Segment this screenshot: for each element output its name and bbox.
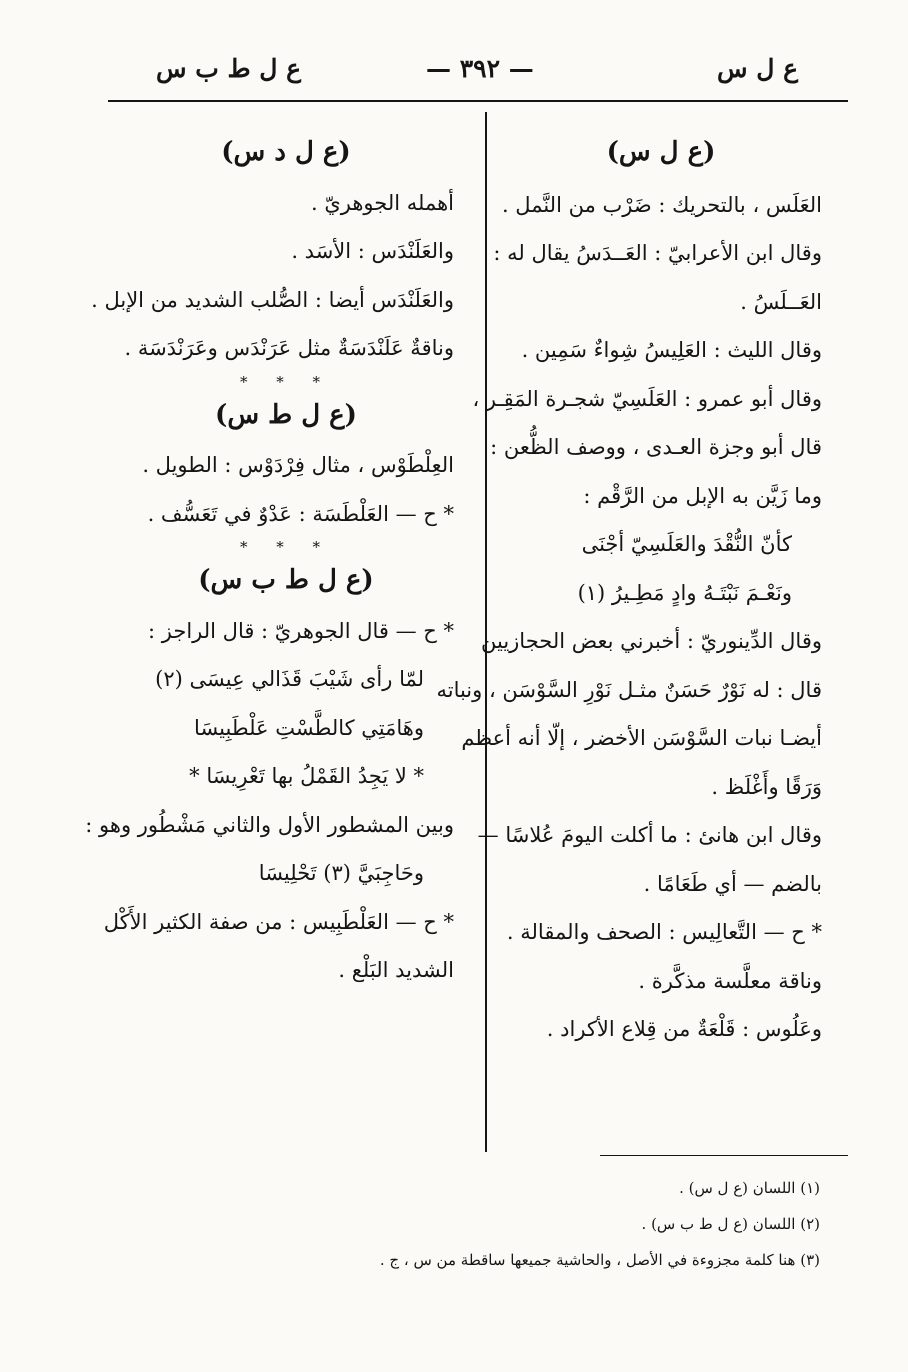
footnote: (٢) اللسان (ع ل ط ب س) . — [641, 1215, 820, 1233]
right-col-line: وقال الدِّينوريّ : أخبرني بعض الحجازيين — [481, 629, 822, 653]
right-col-line: وقال ابن هانئ : ما أكلت اليومَ عُلاسًا — — [477, 823, 822, 847]
left-column — [85, 128, 454, 995]
right-col-line: * ح — التَّعالِيس : الصحف والمقالة . — [506, 920, 822, 944]
left-col-verse: * لا يَجِدُ القَمْلُ بها تَعْرِيسَا * — [189, 764, 424, 788]
left-col-line: وناقةٌ عَلَنْدَسَةٌ مثل عَرَنْدَس وعَرَنْدَسَة . — [124, 336, 454, 360]
left-col-verse: وحَاجِبَيَّ (٣) تَحْلِيسَا — [258, 861, 424, 885]
left-col-verse: وهَامَتِي كالطَّسْتِ عَلْطَبِيسَا — [194, 715, 424, 740]
right-col-line: وَرَقًا وأَغْلَظ . — [711, 774, 822, 799]
left-col-heading: (ع ل ط س) — [215, 399, 357, 430]
right-col-line: وقال الليث : العَلِيسُ شِواءٌ سَمِين . — [521, 338, 822, 362]
right-col-line: العَلَس ، بالتحريك : ضَرْب من النَّمل . — [501, 192, 822, 217]
footnote: (١) اللسان (ع ل س) . — [679, 1179, 820, 1197]
footnotes — [380, 1170, 820, 1278]
footnote: (٣) هنا كلمة مجزوءة في الأصل ، والحاشية جميعها ساقطة من س ، ج . — [379, 1251, 820, 1269]
left-col-heading: (ع ل د س) — [221, 137, 351, 167]
header-rule — [108, 100, 848, 102]
page-number: — ٣٩٢ — — [426, 54, 534, 83]
right-col-line: أيضـا نبات السَّوْسَن الأخضر ، إلّا أنه أعظم — [461, 726, 822, 750]
running-header — [108, 54, 848, 94]
left-col-line: وبين المشطور الأول والثاني مَشْطُور وهو : — [85, 812, 454, 837]
left-col-line: العِلْطَوْس ، مثال فِرْدَوْس : الطويل . — [142, 453, 454, 477]
right-col-line: قال : له نَوْرٌ حَسَنٌ مثـل نَوْرِ السَّوْسَن ، ونباته — [436, 677, 822, 702]
right-col-line: وقال أبو عمرو : العَلَسِيّ شجـرة المَقِـر ، — [472, 386, 822, 411]
header-root-left: ع ل ط ب س — [156, 54, 302, 83]
left-col-line: والعَلَنْدَس : الأسَد . — [291, 239, 454, 263]
left-col-heading: (ع ل ط ب س) — [198, 565, 374, 595]
right-col-line: وقال ابن الأعرابيّ : العَــدَسُ يقال له : — [493, 241, 822, 265]
right-col-heading: (ع ل س) — [606, 137, 716, 167]
footnote-rule — [600, 1155, 848, 1156]
left-col-line: والعَلَنْدَس أيضا : الصُّلب الشديد من الإبل . — [91, 287, 454, 312]
left-col-line: * ح — قال الجوهريّ : قال الراجز : — [148, 618, 454, 643]
left-col-line: * ح — العَلْطَبِيس : من صفة الكثير الأَكْل — [103, 909, 454, 934]
right-col-line: وما زَيَّن به الإبل من الرَّقْم : — [583, 483, 822, 508]
right-col-line: وعَلُوس : قَلْعَةٌ من قِلاع الأكراد . — [546, 1017, 822, 1041]
right-col-line: بالضم — أي طَعَامًا . — [643, 871, 822, 896]
left-col-line: * ح — العَلْطَسَة : عَدْوٌ في تَعَسُّف . — [147, 501, 454, 526]
right-col-line: قال أبو وجزة العـدى ، ووصف الظُّعن : — [490, 435, 822, 459]
right-column — [436, 128, 822, 1054]
left-col-stars: * * * — [239, 538, 333, 556]
right-col-verse: ونَعْـمَ نَبْتَـهُ وادٍ مَطِـيرُ (١) — [577, 580, 792, 605]
left-col-verse: لمّا رأى شَيْبَ قَذَالي عِيسَى (٢) — [155, 667, 424, 691]
right-col-line: العَــلَسُ . — [740, 289, 822, 314]
left-col-line: أهمله الجوهريّ . — [310, 190, 454, 215]
right-col-verse: كأنّ النُّقْدَ والعَلَسِيّ أجْنَى — [581, 532, 792, 556]
right-col-line: وناقة معلَّسة مذكَّرة . — [638, 968, 822, 993]
header-root-right: ع ل س — [716, 54, 798, 83]
left-col-line: الشديد البَلْع . — [338, 958, 454, 982]
left-col-stars: * * * — [239, 372, 333, 391]
